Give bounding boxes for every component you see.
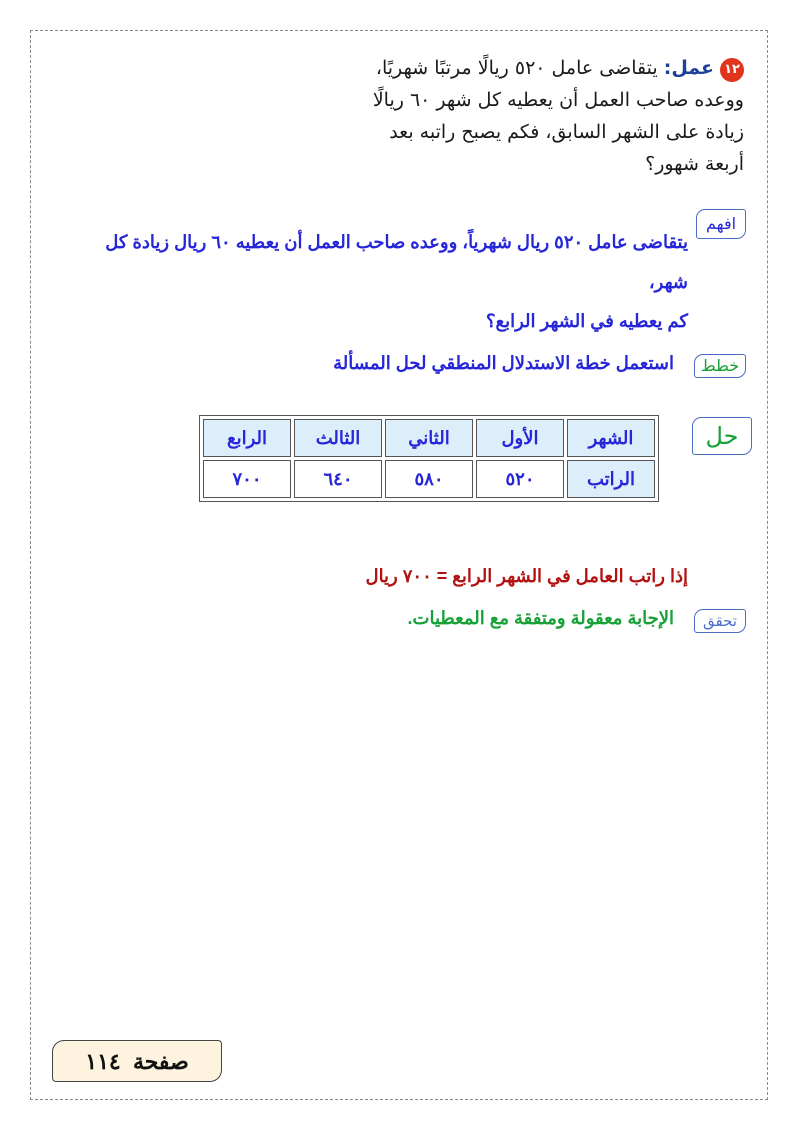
page-frame: [30, 30, 768, 1100]
table-header-cell: الثالث: [294, 419, 382, 457]
table-header-cell: الثاني: [385, 419, 473, 457]
problem-line-1: [0, 52, 744, 84]
answer-text: إذا راتب العامل في الشهر الرابع = ٧٠٠ ريال: [365, 566, 688, 586]
understand-tag: [696, 209, 746, 239]
page-number: ١١٤: [85, 1049, 121, 1074]
problem-line-4: أربعة شهور؟: [645, 153, 744, 175]
table-row: [203, 460, 655, 498]
question-number-badge: ١٢: [720, 58, 744, 82]
table-header-row: [203, 419, 655, 457]
table-cell: ٧٠٠: [203, 460, 291, 498]
understand-tag-label: افهم: [705, 214, 737, 233]
problem-line-2: ووعده صاحب العمل أن يعطيه كل شهر ٦٠ ريالًا: [372, 89, 744, 111]
plan-text: استعمل خطة الاستدلال المنطقي لحل المسألة: [333, 353, 674, 373]
problem-line-3: زيادة على الشهر السابق، فكم يصبح راتبه بعد: [389, 121, 744, 143]
understand-line-3: كم يعطيه في الشهر الرابع؟: [485, 311, 688, 331]
understand-line-2: شهر،: [648, 272, 688, 292]
table-header-cell: الشهر: [567, 419, 655, 457]
solve-tag-label: حل: [705, 422, 739, 450]
salary-table: [199, 415, 659, 502]
check-tag-label: تحقق: [703, 612, 737, 630]
check-tag: [694, 609, 746, 633]
table-header-cell: الرابع: [203, 419, 291, 457]
question-label: عمل:: [663, 57, 714, 79]
page-label: صفحة: [132, 1049, 189, 1074]
plan-tag: [694, 354, 746, 378]
page-number-label: [52, 1040, 222, 1082]
table-header-cell: الأول: [476, 419, 564, 457]
table-cell: ٥٢٠: [476, 460, 564, 498]
plan-tag-label: خطط: [700, 356, 740, 375]
problem-statement: [0, 52, 744, 180]
table-row-label: الراتب: [567, 460, 655, 498]
table-cell: ٦٤٠: [294, 460, 382, 498]
check-text: الإجابة معقولة ومتفقة مع المعطيات.: [407, 608, 674, 628]
table-cell: ٥٨٠: [385, 460, 473, 498]
understand-line-1: يتقاضى عامل ٥٢٠ ريال شهرياً، ووعده صاحب العمل أن يعطيه ٦٠ ريال زيادة كل: [105, 232, 688, 252]
solve-tag: [692, 417, 752, 455]
problem-text-1: يتقاضى عامل ٥٢٠ ريالًا مرتبًا شهريًا،: [375, 57, 658, 79]
